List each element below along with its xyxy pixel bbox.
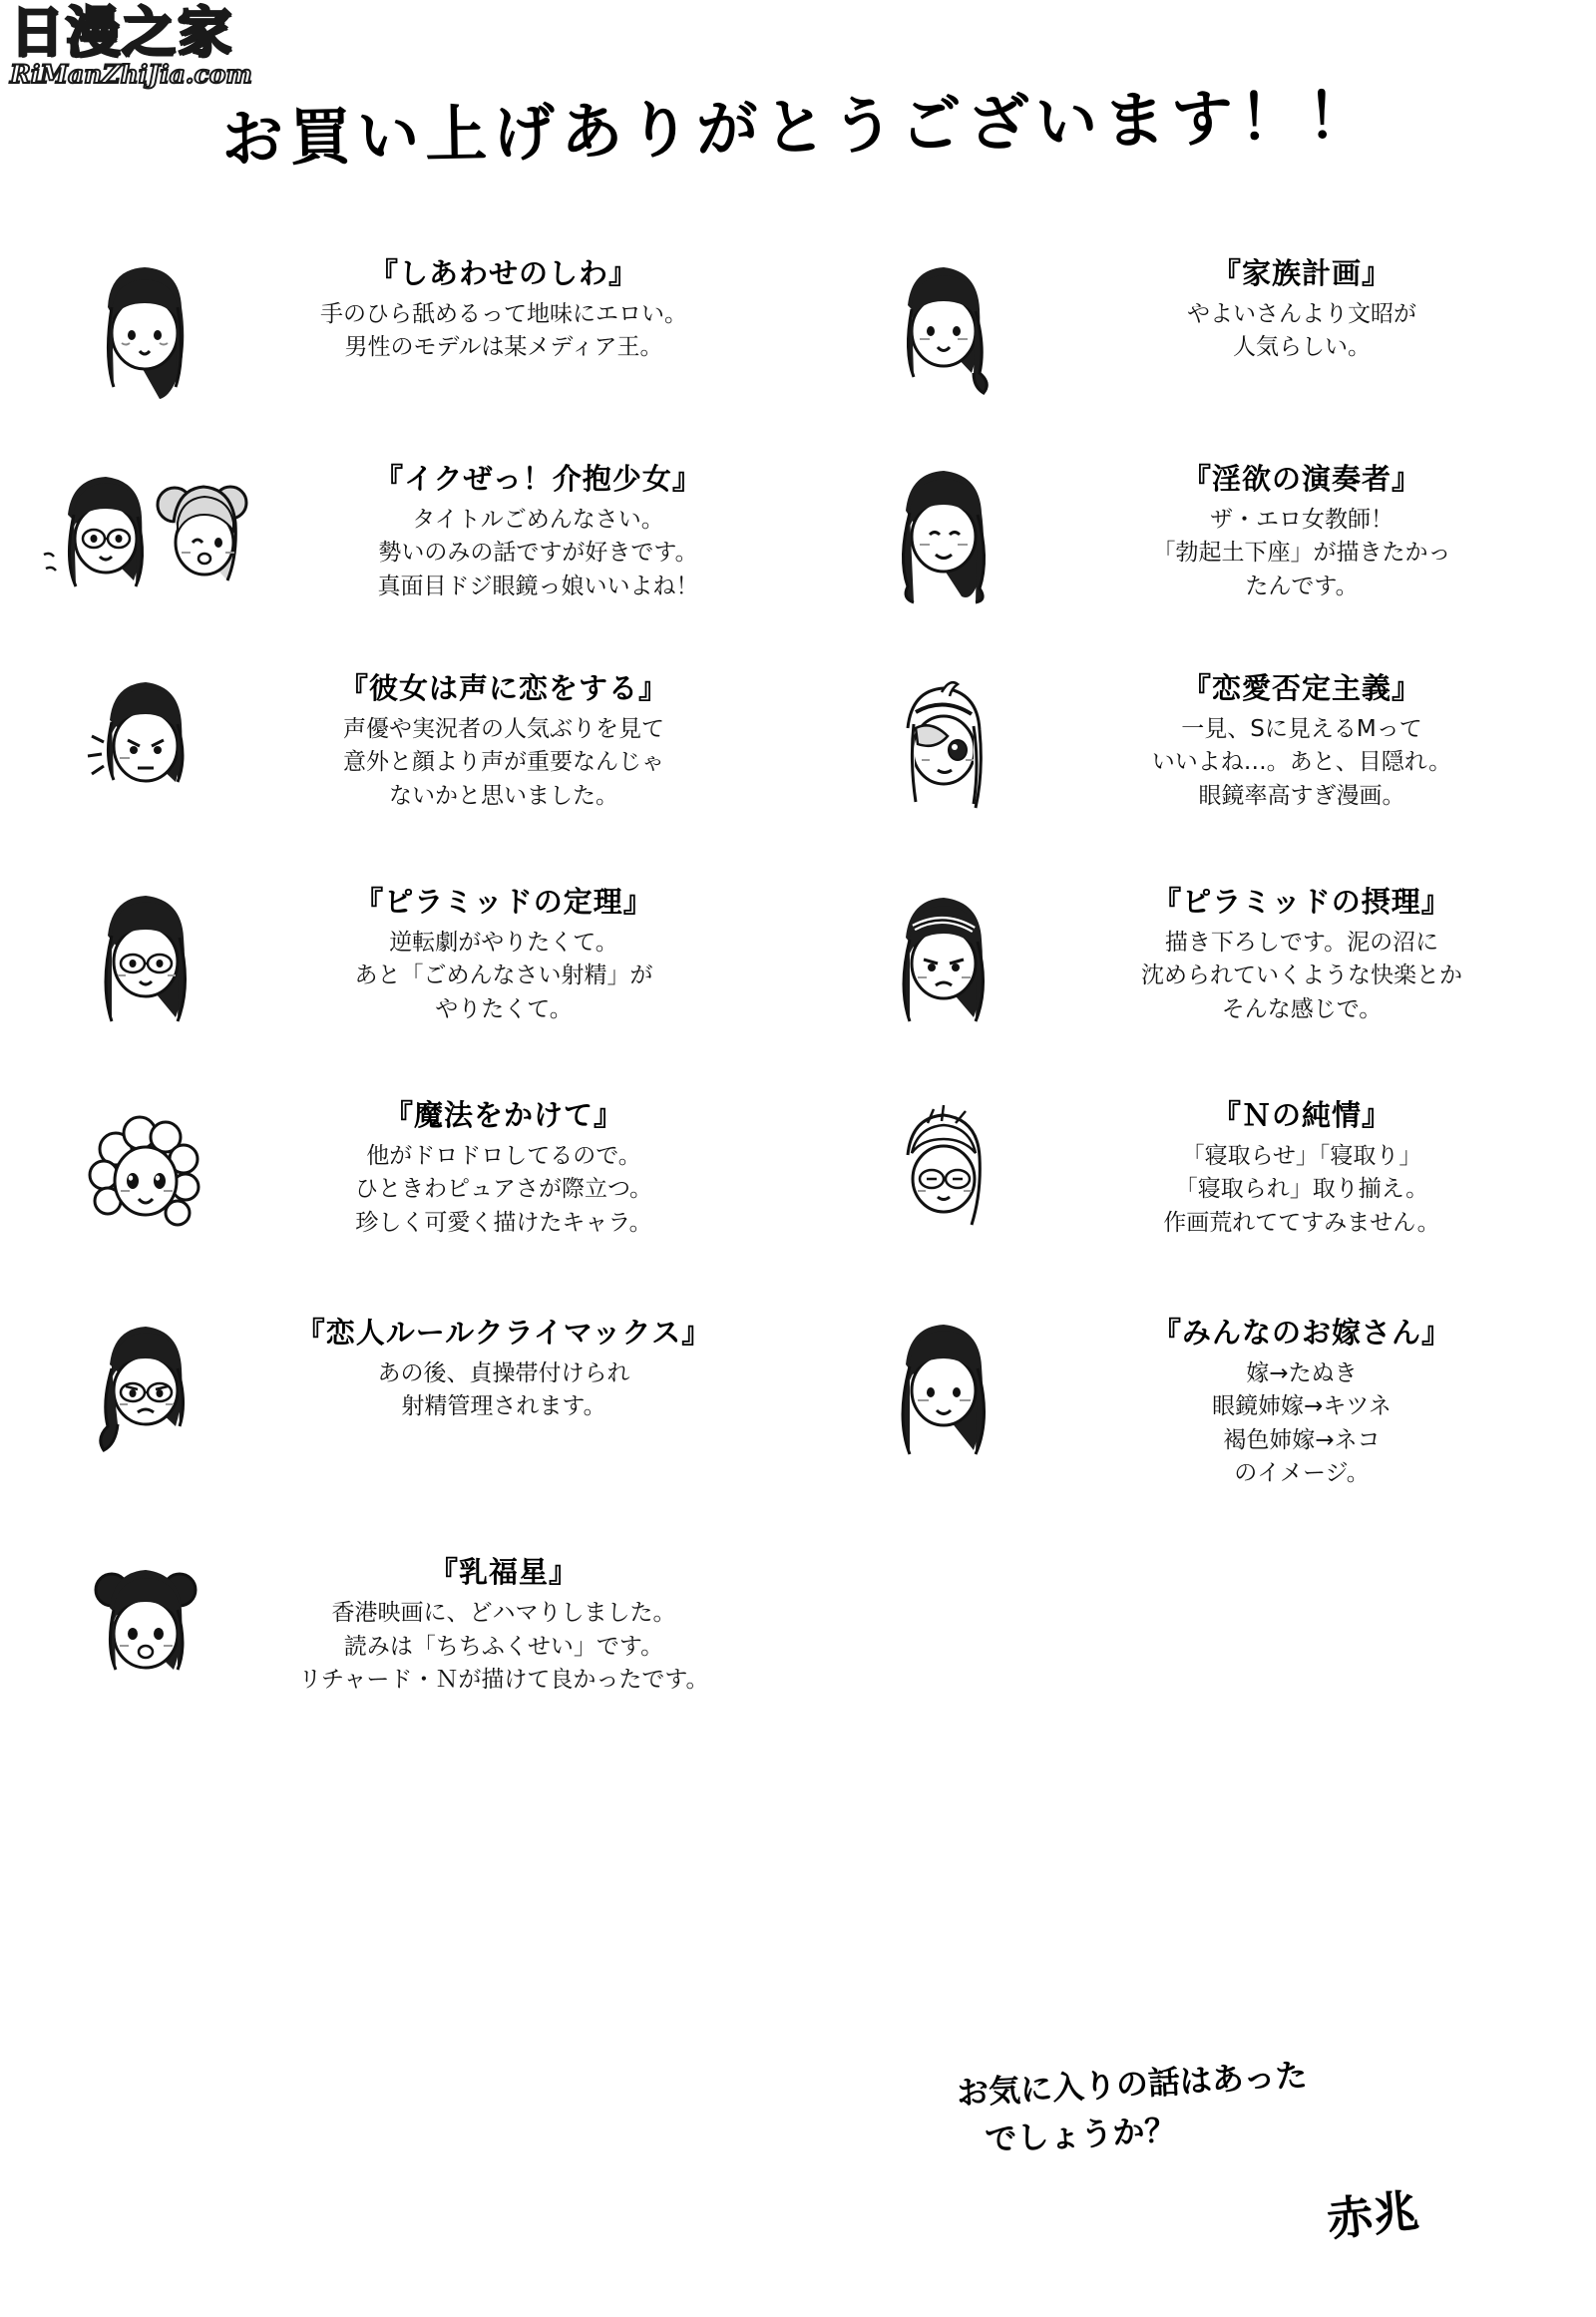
entry-text <box>235 1307 772 1424</box>
entry-line: 一見、Sに見えるMって <box>1181 716 1422 742</box>
hairband-eyepatch-girl-icon <box>858 662 1027 832</box>
entry-text <box>1033 453 1570 603</box>
entry-text <box>1033 876 1570 1026</box>
entry-title: 『恋愛否定主義』 <box>1181 671 1421 705</box>
entry-line: 珍しく可愛く描けたキャラ。 <box>355 1209 652 1236</box>
entry-line: 褐色姉嫁→ネコ <box>1223 1426 1381 1453</box>
entry-line: あの後、貞操帯付けられ <box>377 1360 630 1386</box>
entry-title: 『イクぜっ！介抱少女』 <box>374 462 702 496</box>
short-white-hair-glasses-girl-icon <box>858 1089 1027 1259</box>
entry-title: 『Ｎの純情』 <box>1211 1098 1392 1132</box>
entry-row <box>0 453 1596 622</box>
site-watermark <box>10 1 252 89</box>
entry-title: 『ピラミッドの摂理』 <box>1152 885 1451 919</box>
closing-note-line-2: でしょうか？ <box>984 2111 1178 2159</box>
entry-line: ないかと思いました。 <box>389 782 618 809</box>
entry-line: ザ・エロ女教師！ <box>1210 507 1394 533</box>
entry-line: そんな感じで。 <box>1221 995 1383 1022</box>
entry-item <box>0 453 798 622</box>
side-ponytail-glasses-girl-icon <box>60 1307 229 1476</box>
entry-line: 「寝取らせ」「寝取り」 <box>1181 1143 1422 1169</box>
entry-line: 意外と顔より声が重要なんじゃ <box>343 749 664 776</box>
entry-row <box>0 247 1596 417</box>
entry-line: 香港映画に、どハマりしました。 <box>331 1600 676 1627</box>
entry-item <box>798 247 1596 417</box>
entry-item <box>0 247 798 417</box>
wavy-hair-teacher-icon <box>858 453 1027 622</box>
entry-title: 『乳福星』 <box>428 1555 579 1590</box>
entry-item <box>798 1089 1596 1259</box>
entry-line: 「勃起土下座」が描きたかっ <box>1152 540 1451 567</box>
entry-text <box>1033 1089 1570 1240</box>
entry-text <box>235 662 772 813</box>
entry-line: 男性のモデルは某メディア王。 <box>344 334 663 361</box>
entry-line: ひときわピュアさが際立つ。 <box>354 1176 653 1203</box>
entry-text <box>300 453 772 603</box>
closing-note-line-1: お気に入りの話はあった <box>956 2056 1309 2113</box>
entry-text <box>235 247 772 365</box>
entry-title: 『家族計画』 <box>1211 256 1392 290</box>
entry-line: 手のひら舐めるって地味にエロい。 <box>320 301 687 327</box>
entry-line: 作画荒れててすみません。 <box>1163 1209 1440 1236</box>
entry-text <box>1033 1307 1570 1490</box>
black-bob-girl-icon <box>60 247 229 417</box>
entry-line: リチャード・Ｎが描けて良かったです。 <box>298 1667 709 1694</box>
entry-item <box>798 1307 1596 1490</box>
entry-line: 読みは「ちちふくせい」です。 <box>343 1633 664 1660</box>
short-hair-angry-girl-icon <box>60 662 229 832</box>
entry-title: 『彼女は声に恋をする』 <box>338 671 668 705</box>
long-hair-glasses-girl-icon <box>60 876 229 1045</box>
entry-line: 真面目ドジ眼鏡っ娘いいよね！ <box>377 573 699 599</box>
double-bun-girl-icon <box>60 1546 229 1716</box>
afterword-entry-grid <box>0 247 1596 1716</box>
entry-title: 『しあわせのしわ』 <box>368 256 638 290</box>
entry-title: 『恋人ルールクライマックス』 <box>295 1316 712 1350</box>
entry-text <box>235 876 772 1026</box>
entry-line: 「寝取られ」取り揃え。 <box>1174 1176 1429 1203</box>
ponytail-blush-girl-icon <box>858 247 1027 417</box>
entry-line: 描き下ろしです。泥の沼に <box>1164 930 1439 956</box>
entry-title: 『ピラミッドの定理』 <box>354 885 653 919</box>
author-signature: 赤兆 <box>1324 2183 1421 2247</box>
entry-row <box>0 662 1596 832</box>
watermark-title: 日漫之家 <box>10 1 233 64</box>
entry-row <box>0 1089 1596 1259</box>
entry-title: 『みんなのお嫁さん』 <box>1151 1316 1451 1350</box>
entry-line: 他がドロドロしてるので。 <box>366 1143 641 1169</box>
watermark-url: RiManZhiJia.com <box>10 60 252 89</box>
entry-line: いいよね…。あと、目隠れ。 <box>1151 749 1452 776</box>
entry-line: のイメージ。 <box>1234 1460 1370 1487</box>
entry-row <box>0 1307 1596 1490</box>
entry-line: 声優や実況者の人気ぶりを見て <box>343 716 664 742</box>
entry-item <box>0 1546 798 1716</box>
entry-row <box>0 1546 1596 1716</box>
entry-text <box>235 1089 772 1240</box>
curly-white-hair-girl-icon <box>60 1089 229 1259</box>
entry-title: 『淫欲の演奏者』 <box>1181 462 1421 496</box>
entry-item <box>0 1089 798 1259</box>
entry-line: あと「ごめんなさい射精」が <box>354 963 653 989</box>
entry-line: やよいさんより文昭が <box>1187 301 1416 327</box>
entry-text <box>235 1546 772 1697</box>
entry-line: 人気らしい。 <box>1233 334 1371 361</box>
entry-item <box>798 662 1596 832</box>
entry-line: たんです。 <box>1245 573 1359 599</box>
entry-line: 眼鏡姉嫁→キツネ <box>1212 1393 1392 1420</box>
entry-row <box>0 876 1596 1045</box>
entry-text <box>1033 662 1570 813</box>
entry-item <box>0 662 798 832</box>
hairband-serious-girl-icon <box>858 876 1027 1045</box>
entry-line: 射精管理されます。 <box>401 1393 606 1420</box>
entry-item <box>798 876 1596 1045</box>
entry-line: 勢いのみの話ですが好きです。 <box>378 540 698 567</box>
entry-line: やりたくて。 <box>435 995 573 1022</box>
entry-line: 眼鏡率高すぎ漫画。 <box>1198 782 1405 809</box>
page-title: お買い上げありがとうございます！！ <box>220 78 1376 177</box>
closing-note <box>956 2040 1518 2164</box>
entry-line: 逆転劇がやりたくて。 <box>389 930 618 956</box>
dark-long-hair-smile-girl-icon <box>858 1307 1027 1476</box>
entry-line: タイトルごめんなさい。 <box>412 507 664 533</box>
entry-line: 沈められていくような快楽とか <box>1141 963 1462 989</box>
entry-title: 『魔法をかけて』 <box>383 1098 623 1132</box>
entry-item <box>0 876 798 1045</box>
entry-item <box>798 453 1596 622</box>
entry-item <box>0 1307 798 1490</box>
entry-text <box>1033 247 1570 365</box>
entry-line: 嫁→たぬき <box>1246 1360 1358 1386</box>
glasses-girl-and-twinbun-girl-icon <box>30 453 294 622</box>
